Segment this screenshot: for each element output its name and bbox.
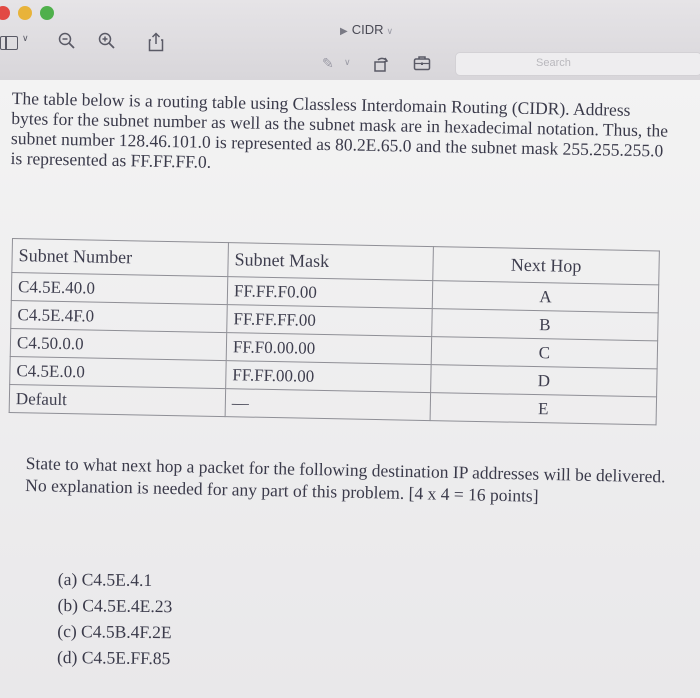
chevron-down-icon: ∨ xyxy=(344,58,351,68)
next-hop-cell: A xyxy=(432,281,658,313)
list-item: (c) C4.5B.4F.2E xyxy=(57,620,172,643)
intro-paragraph: The table below is a routing table using Classless Interdomain Routing (CIDR). Address bytes for the subnet number as well as the subnet mask are in hexadecimal notation. Thus, the subnet number 128.46.101.0 is represented as 80.2E.65.0 and the subnet mask 255.255.255.0 is represented as FF.FF.FF.0. xyxy=(10,88,669,172)
markup-pen-button[interactable] xyxy=(322,56,334,72)
subnet-number-cell: C4.5E.4F.0 xyxy=(11,300,227,332)
document-icon: ▶ xyxy=(340,26,348,37)
zoom-in-button[interactable] xyxy=(98,32,116,54)
pen-icon: ✎ xyxy=(322,56,334,72)
subnet-mask-cell: — xyxy=(225,389,430,421)
document-page xyxy=(0,80,700,698)
subnet-mask-cell: FF.FF.FF.00 xyxy=(227,305,432,337)
subnet-mask-cell: FF.FF.00.00 xyxy=(226,361,431,393)
window-title[interactable]: ▶ CIDR ∨ xyxy=(340,22,394,37)
toolbox-button[interactable] xyxy=(413,55,431,75)
window-toolbar xyxy=(0,0,700,81)
minimize-window-button[interactable] xyxy=(18,6,32,20)
subnet-mask-cell: FF.F0.00.00 xyxy=(226,333,431,365)
briefcase-icon xyxy=(413,55,431,71)
markup-menu-button[interactable] xyxy=(344,58,351,68)
subnet-mask-cell: FF.FF.F0.00 xyxy=(227,277,432,309)
next-hop-cell: B xyxy=(432,309,658,341)
routing-table xyxy=(9,238,660,425)
zoom-window-button[interactable] xyxy=(40,6,54,20)
next-hop-cell: E xyxy=(430,393,656,425)
column-header-subnet-mask: Subnet Mask xyxy=(228,243,434,281)
close-window-button[interactable] xyxy=(0,6,10,20)
zoom-out-icon xyxy=(58,32,76,50)
share-icon xyxy=(148,32,164,52)
subnet-number-cell: C4.50.0.0 xyxy=(10,328,226,360)
next-hop-cell: D xyxy=(431,365,657,397)
list-item: (b) C4.5E.4E.23 xyxy=(57,594,173,617)
chevron-down-icon: ∨ xyxy=(22,34,29,44)
question-paragraph: State to what next hop a packet for the following destination IP addresses will be delivered. No explanation is needed for any part of this problem. [4 x 4 = 16 points] xyxy=(25,452,666,506)
rotate-icon xyxy=(372,55,390,73)
search-input[interactable]: Search xyxy=(455,52,700,76)
list-item: (d) C4.5E.FF.85 xyxy=(56,646,171,669)
subnet-number-cell: C4.5E.0.0 xyxy=(10,356,226,388)
column-header-subnet-number: Subnet Number xyxy=(12,239,229,277)
zoom-out-button[interactable] xyxy=(58,32,76,54)
share-button[interactable] xyxy=(148,32,164,56)
sidebar-icon xyxy=(0,36,18,50)
question-parts-list xyxy=(57,566,173,671)
column-header-next-hop: Next Hop xyxy=(433,247,660,285)
next-hop-cell: C xyxy=(431,337,657,369)
subnet-number-cell: C4.5E.40.0 xyxy=(11,273,227,305)
zoom-in-icon xyxy=(98,32,116,50)
chevron-down-icon: ∨ xyxy=(386,26,394,36)
list-item: (a) C4.5E.4.1 xyxy=(57,568,153,590)
rotate-button[interactable] xyxy=(372,55,390,77)
sidebar-toggle-button[interactable] xyxy=(0,34,28,50)
subnet-number-cell: Default xyxy=(9,384,225,416)
